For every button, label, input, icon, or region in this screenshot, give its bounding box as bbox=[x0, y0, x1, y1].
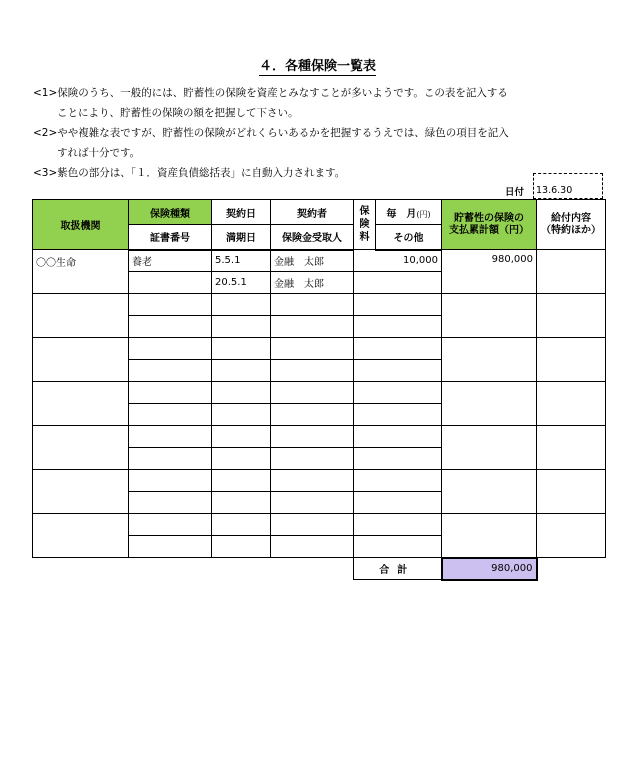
header-row-1 bbox=[33, 200, 606, 225]
cell-maturity-date[interactable] bbox=[212, 536, 271, 558]
header-monthly-label: 毎 月 bbox=[386, 208, 417, 220]
cell-contract-date[interactable] bbox=[212, 294, 271, 316]
table-row bbox=[33, 382, 606, 404]
cell-maturity-date[interactable] bbox=[212, 360, 271, 382]
cell-contract-date[interactable] bbox=[212, 426, 271, 448]
cell-beneficiary[interactable] bbox=[271, 448, 354, 470]
cell-contract-date[interactable] bbox=[212, 382, 271, 404]
cell-contract-date[interactable] bbox=[212, 470, 271, 492]
cell-institution[interactable] bbox=[33, 514, 129, 558]
cell-other[interactable] bbox=[354, 316, 442, 338]
cell-other[interactable] bbox=[354, 360, 442, 382]
cell-institution[interactable] bbox=[33, 338, 129, 382]
cell-other[interactable] bbox=[354, 492, 442, 514]
cell-benefit[interactable] bbox=[537, 338, 606, 382]
cell-monthly[interactable] bbox=[354, 426, 442, 448]
cell-institution[interactable] bbox=[33, 382, 129, 426]
cell-type[interactable]: 養老 bbox=[129, 250, 212, 272]
cell-savings[interactable] bbox=[442, 382, 537, 426]
cell-type[interactable] bbox=[129, 338, 212, 360]
cell-beneficiary[interactable] bbox=[271, 404, 354, 426]
cell-monthly[interactable] bbox=[354, 470, 442, 492]
total-spacer-right bbox=[537, 558, 606, 580]
cell-monthly[interactable] bbox=[354, 514, 442, 536]
cell-contractor[interactable] bbox=[271, 514, 354, 536]
cell-savings[interactable]: 980,000 bbox=[442, 250, 537, 294]
cell-benefit[interactable] bbox=[537, 514, 606, 558]
header-cert-no: 証書番号 bbox=[129, 225, 212, 250]
date-label: 日付 bbox=[505, 187, 525, 198]
cell-savings[interactable] bbox=[442, 514, 537, 558]
page-title: ４．各種保険一覧表 bbox=[258, 59, 376, 74]
total-row bbox=[33, 558, 606, 580]
cell-monthly[interactable]: 10,000 bbox=[354, 250, 442, 272]
cell-benefit[interactable] bbox=[537, 382, 606, 426]
header-type: 保険種類 bbox=[129, 200, 212, 225]
header-savings-2: 支払累計額（円） bbox=[449, 224, 529, 236]
cell-contract-date[interactable] bbox=[212, 338, 271, 360]
cell-maturity-date[interactable]: 20.5.1 bbox=[212, 272, 271, 294]
cell-benefit[interactable] bbox=[537, 470, 606, 514]
header-maturity-date: 満期日 bbox=[212, 225, 271, 250]
date-value: 13.6.30 bbox=[536, 185, 573, 196]
header-savings bbox=[442, 200, 537, 250]
header-monthly bbox=[376, 200, 442, 225]
header-beneficiary: 保険金受取人 bbox=[271, 225, 354, 250]
insurance-table bbox=[32, 199, 606, 581]
cell-other[interactable] bbox=[354, 272, 442, 294]
cell-beneficiary[interactable] bbox=[271, 360, 354, 382]
total-spacer bbox=[33, 558, 354, 580]
date-area bbox=[505, 173, 603, 199]
cell-maturity-date[interactable] bbox=[212, 492, 271, 514]
cell-contractor[interactable] bbox=[271, 470, 354, 492]
cell-type[interactable] bbox=[129, 514, 212, 536]
cell-other[interactable] bbox=[354, 536, 442, 558]
header-premium bbox=[354, 200, 376, 250]
table-row bbox=[33, 426, 606, 448]
cell-maturity-date[interactable] bbox=[212, 316, 271, 338]
header-benefit-2: （特約ほか） bbox=[541, 224, 601, 236]
cell-savings[interactable] bbox=[442, 470, 537, 514]
notes bbox=[33, 83, 603, 183]
cell-contractor[interactable]: 金融 太郎 bbox=[271, 250, 354, 272]
cell-savings[interactable] bbox=[442, 294, 537, 338]
note-3: <3>紫色の部分は、「１．資産負債総括表」に自動入力されます。 bbox=[33, 167, 346, 179]
cell-monthly[interactable] bbox=[354, 294, 442, 316]
header-monthly-unit: (円) bbox=[416, 209, 431, 219]
header-contract-date: 契約日 bbox=[212, 200, 271, 225]
cell-institution[interactable] bbox=[33, 426, 129, 470]
cell-beneficiary[interactable] bbox=[271, 316, 354, 338]
cell-contract-date[interactable] bbox=[212, 514, 271, 536]
cell-benefit[interactable] bbox=[537, 294, 606, 338]
header-premium-2: 険 bbox=[359, 219, 370, 230]
date-input[interactable] bbox=[533, 173, 603, 199]
header-institution: 取扱機関 bbox=[33, 200, 129, 250]
cell-cert-no[interactable] bbox=[129, 404, 212, 426]
header-savings-1: 貯蓄性の保険の bbox=[454, 212, 524, 224]
cell-cert-no[interactable] bbox=[129, 492, 212, 514]
cell-cert-no[interactable] bbox=[129, 448, 212, 470]
cell-other[interactable] bbox=[354, 448, 442, 470]
header-benefit bbox=[537, 200, 606, 250]
cell-beneficiary[interactable] bbox=[271, 492, 354, 514]
cell-benefit[interactable] bbox=[537, 250, 606, 294]
cell-institution[interactable]: 〇〇生命 bbox=[33, 250, 129, 294]
cell-beneficiary[interactable]: 金融 太郎 bbox=[271, 272, 354, 294]
cell-monthly[interactable] bbox=[354, 338, 442, 360]
cell-maturity-date[interactable] bbox=[212, 448, 271, 470]
table-row bbox=[33, 250, 606, 272]
cell-benefit[interactable] bbox=[537, 426, 606, 470]
table-row bbox=[33, 294, 606, 316]
total-label: 合計 bbox=[354, 558, 442, 580]
cell-savings[interactable] bbox=[442, 338, 537, 382]
header-premium-1: 保 bbox=[359, 206, 370, 217]
total-value: 980,000 bbox=[442, 558, 537, 580]
cell-type[interactable] bbox=[129, 426, 212, 448]
cell-type[interactable] bbox=[129, 382, 212, 404]
header-contractor: 契約者 bbox=[271, 200, 354, 225]
header-other: その他 bbox=[376, 225, 442, 250]
cell-type[interactable] bbox=[129, 294, 212, 316]
header-benefit-1: 給付内容 bbox=[551, 212, 591, 224]
cell-cert-no[interactable] bbox=[129, 536, 212, 558]
cell-other[interactable] bbox=[354, 404, 442, 426]
cell-maturity-date[interactable] bbox=[212, 404, 271, 426]
cell-monthly[interactable] bbox=[354, 382, 442, 404]
cell-contractor[interactable] bbox=[271, 382, 354, 404]
table-row bbox=[33, 338, 606, 360]
cell-institution[interactable] bbox=[33, 294, 129, 338]
note-1-cont: ことにより、貯蓄性の保険の額を把握して下さい。 bbox=[57, 107, 299, 119]
cell-type[interactable] bbox=[129, 470, 212, 492]
cell-contract-date[interactable]: 5.5.1 bbox=[212, 250, 271, 272]
cell-cert-no[interactable] bbox=[129, 316, 212, 338]
header-premium-3: 料 bbox=[359, 232, 370, 243]
table-row bbox=[33, 514, 606, 536]
table-row bbox=[33, 470, 606, 492]
cell-cert-no[interactable] bbox=[129, 272, 212, 294]
cell-savings[interactable] bbox=[442, 426, 537, 470]
note-2: <2>やや複雑な表ですが、貯蓄性の保険がどれくらいあるかを把握するうえでは、緑色の項目を記入 bbox=[33, 127, 509, 139]
cell-contractor[interactable] bbox=[271, 426, 354, 448]
note-1: <1>保険のうち、一般的には、貯蓄性の保険を資産とみなすことが多いようです。この表を記入する bbox=[33, 87, 508, 99]
cell-cert-no[interactable] bbox=[129, 360, 212, 382]
cell-contractor[interactable] bbox=[271, 294, 354, 316]
note-2-cont: すれば十分です。 bbox=[57, 147, 141, 159]
cell-beneficiary[interactable] bbox=[271, 536, 354, 558]
cell-contractor[interactable] bbox=[271, 338, 354, 360]
cell-institution[interactable] bbox=[33, 470, 129, 514]
